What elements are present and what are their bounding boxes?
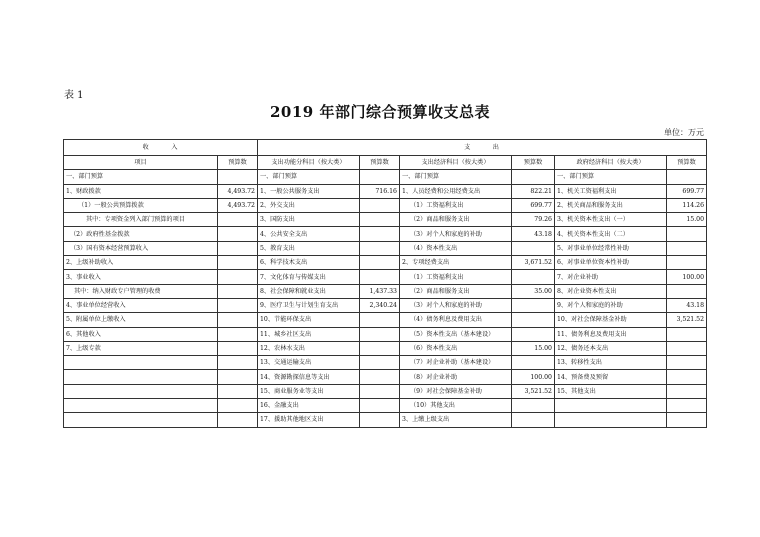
item-cell: 1、一般公共服务支出 <box>258 184 360 198</box>
item-cell: （5）资本性支出（基本建设） <box>400 327 512 341</box>
item-cell: 3、机关资本性支出（一） <box>555 213 667 227</box>
item-cell <box>555 399 667 413</box>
item-cell: 15、其他支出 <box>555 384 667 398</box>
expense-header: 支 出 <box>258 140 707 156</box>
item-cell: （1）工资福利支出 <box>400 198 512 212</box>
budget-cell <box>218 399 258 413</box>
item-cell: 其中：纳入财政专户管理的收费 <box>64 284 218 298</box>
item-cell: （6）资本性支出 <box>400 341 512 355</box>
header-row-2 <box>64 156 707 170</box>
budget-cell <box>360 370 400 384</box>
budget-cell <box>218 341 258 355</box>
budget-cell <box>667 413 707 427</box>
table-row <box>64 270 707 284</box>
budget-cell: 35.00 <box>512 284 555 298</box>
item-cell: 11、债务利息及费用支出 <box>555 327 667 341</box>
budget-cell: 3,521.52 <box>512 384 555 398</box>
budget-cell: 4,493.72 <box>218 198 258 212</box>
table-row <box>64 327 707 341</box>
table-row <box>64 399 707 413</box>
budget-cell: 699.77 <box>512 198 555 212</box>
col-gov-header: 政府经济科目（按大类） <box>555 156 667 170</box>
item-cell: 11、城乡社区支出 <box>258 327 360 341</box>
item-cell: （2）商品和服务支出 <box>400 213 512 227</box>
budget-cell <box>360 399 400 413</box>
budget-cell: 43.18 <box>512 227 555 241</box>
budget-cell: 15.00 <box>667 213 707 227</box>
item-cell <box>64 384 218 398</box>
col-budget-header: 预算数 <box>512 156 555 170</box>
item-cell: （3）对个人和家庭的补助 <box>400 298 512 312</box>
item-cell: 8、社会保障和就业支出 <box>258 284 360 298</box>
budget-cell <box>360 327 400 341</box>
item-cell: 6、其他收入 <box>64 327 218 341</box>
budget-cell <box>360 256 400 270</box>
budget-cell <box>218 313 258 327</box>
budget-cell <box>667 384 707 398</box>
budget-cell <box>218 256 258 270</box>
budget-cell <box>667 327 707 341</box>
budget-cell <box>667 227 707 241</box>
budget-cell <box>512 327 555 341</box>
col-budget-header: 预算数 <box>218 156 258 170</box>
budget-cell <box>512 313 555 327</box>
table-row <box>64 213 707 227</box>
budget-cell: 699.77 <box>667 184 707 198</box>
budget-cell <box>360 313 400 327</box>
budget-cell <box>218 327 258 341</box>
header-row-1 <box>64 140 707 156</box>
item-cell: 9、医疗卫生与计划生育支出 <box>258 298 360 312</box>
budget-cell: 15.00 <box>512 341 555 355</box>
table-row <box>64 413 707 427</box>
budget-cell <box>512 170 555 184</box>
budget-cell: 3,671.52 <box>512 256 555 270</box>
item-cell: 4、机关资本性支出（二） <box>555 227 667 241</box>
item-cell: （1）一般公共预算拨款 <box>64 198 218 212</box>
budget-cell: 2,340.24 <box>360 298 400 312</box>
budget-cell <box>667 241 707 255</box>
budget-cell <box>218 227 258 241</box>
item-cell: （4）债务利息及费用支出 <box>400 313 512 327</box>
table-row <box>64 241 707 255</box>
budget-cell <box>218 413 258 427</box>
budget-cell <box>667 341 707 355</box>
table-row <box>64 384 707 398</box>
item-cell <box>555 413 667 427</box>
table-row <box>64 356 707 370</box>
budget-cell <box>512 413 555 427</box>
unit-label: 单位：万元 <box>664 128 704 137</box>
col-item-header: 项目 <box>64 156 218 170</box>
budget-cell: 43.18 <box>667 298 707 312</box>
table-row <box>64 298 707 312</box>
table-row <box>64 284 707 298</box>
item-cell: 2、外交支出 <box>258 198 360 212</box>
budget-cell <box>360 341 400 355</box>
budget-cell <box>667 284 707 298</box>
col-budget-header: 预算数 <box>360 156 400 170</box>
budget-cell <box>360 227 400 241</box>
budget-cell <box>218 241 258 255</box>
budget-cell <box>360 356 400 370</box>
budget-cell <box>360 270 400 284</box>
page-title: 2019 年部门综合预算收支总表 <box>270 103 490 121</box>
budget-cell <box>218 298 258 312</box>
budget-table <box>63 139 707 428</box>
budget-cell: 4,493.72 <box>218 184 258 198</box>
item-cell: 一、部门预算 <box>258 170 360 184</box>
budget-cell: 822.21 <box>512 184 555 198</box>
item-cell: 一、部门预算 <box>64 170 218 184</box>
item-cell: （3）国有资本经营预算收入 <box>64 241 218 255</box>
col-econ-header: 支出经济科目（按大类） <box>400 156 512 170</box>
budget-cell: 100.00 <box>667 270 707 284</box>
budget-cell <box>218 270 258 284</box>
item-cell: 4、公共安全支出 <box>258 227 360 241</box>
item-cell: （4）资本性支出 <box>400 241 512 255</box>
budget-cell <box>218 370 258 384</box>
item-cell <box>64 356 218 370</box>
budget-cell <box>218 284 258 298</box>
item-cell: 7、对企业补助 <box>555 270 667 284</box>
item-cell: 一、部门预算 <box>555 170 667 184</box>
budget-cell <box>360 170 400 184</box>
item-cell: 1、人员经费和公用经费支出 <box>400 184 512 198</box>
table-row <box>64 184 707 198</box>
col-func-header: 支出功能分科目（按大类） <box>258 156 360 170</box>
item-cell: （7）对企业补助（基本建设） <box>400 356 512 370</box>
budget-cell <box>667 399 707 413</box>
item-cell: 12、农林水支出 <box>258 341 360 355</box>
item-cell: 17、援助其他地区支出 <box>258 413 360 427</box>
item-cell: 一、部门预算 <box>400 170 512 184</box>
item-cell: 1、财政拨款 <box>64 184 218 198</box>
col-budget-header: 预算数 <box>667 156 707 170</box>
item-cell: 8、对企业资本性支出 <box>555 284 667 298</box>
budget-cell <box>512 298 555 312</box>
item-cell: 5、附属单位上缴收入 <box>64 313 218 327</box>
item-cell: 5、对事业单位经常性补助 <box>555 241 667 255</box>
budget-cell: 100.00 <box>512 370 555 384</box>
budget-cell <box>360 213 400 227</box>
table-row <box>64 313 707 327</box>
budget-cell <box>360 413 400 427</box>
item-cell: （10）其他支出 <box>400 399 512 413</box>
item-cell: 10、对社会保障基金补助 <box>555 313 667 327</box>
item-cell: 6、科学技术支出 <box>258 256 360 270</box>
budget-cell <box>667 256 707 270</box>
item-cell: 13、转移性支出 <box>555 356 667 370</box>
budget-cell <box>360 241 400 255</box>
budget-cell: 114.26 <box>667 198 707 212</box>
budget-cell: 716.16 <box>360 184 400 198</box>
budget-cell: 1,437.33 <box>360 284 400 298</box>
item-cell: 14、预备费及预留 <box>555 370 667 384</box>
table-row <box>64 227 707 241</box>
budget-cell <box>218 170 258 184</box>
item-cell: 12、债务还本支出 <box>555 341 667 355</box>
budget-cell: 3,521.52 <box>667 313 707 327</box>
income-header: 收 入 <box>64 140 258 156</box>
table-row <box>64 198 707 212</box>
item-cell: （8）对企业补助 <box>400 370 512 384</box>
item-cell: 13、交通运输支出 <box>258 356 360 370</box>
item-cell: 2、机关商品和服务支出 <box>555 198 667 212</box>
item-cell: （3）对个人和家庭的补助 <box>400 227 512 241</box>
item-cell: 3、国防支出 <box>258 213 360 227</box>
budget-cell <box>218 213 258 227</box>
item-cell: 7、上级专款 <box>64 341 218 355</box>
budget-cell <box>360 384 400 398</box>
item-cell: 4、事业单位经营收入 <box>64 298 218 312</box>
budget-cell <box>667 356 707 370</box>
budget-cell <box>512 356 555 370</box>
budget-cell <box>360 198 400 212</box>
budget-cell <box>667 370 707 384</box>
item-cell: 5、教育支出 <box>258 241 360 255</box>
table-row <box>64 170 707 184</box>
item-cell <box>64 399 218 413</box>
item-cell: 3、上缴上级支出 <box>400 413 512 427</box>
item-cell <box>64 413 218 427</box>
budget-cell <box>512 270 555 284</box>
budget-cell <box>218 356 258 370</box>
budget-cell <box>512 399 555 413</box>
item-cell: 14、资源勘探信息等支出 <box>258 370 360 384</box>
item-cell: （1）工资福利支出 <box>400 270 512 284</box>
item-cell: 3、事业收入 <box>64 270 218 284</box>
item-cell: 7、文化体育与传媒支出 <box>258 270 360 284</box>
item-cell: 15、商业服务业等支出 <box>258 384 360 398</box>
item-cell: 9、对个人和家庭的补助 <box>555 298 667 312</box>
item-cell: 2、上级补助收入 <box>64 256 218 270</box>
item-cell: 1、机关工资福利支出 <box>555 184 667 198</box>
item-cell: （2）政府性基金拨款 <box>64 227 218 241</box>
item-cell: 其中：专项资金列入部门预算的项目 <box>64 213 218 227</box>
table-row <box>64 370 707 384</box>
item-cell: （9）对社会保障基金补助 <box>400 384 512 398</box>
budget-cell <box>512 241 555 255</box>
table-row <box>64 341 707 355</box>
item-cell: 6、对事业单位资本性补助 <box>555 256 667 270</box>
budget-cell: 79.26 <box>512 213 555 227</box>
item-cell: 10、节能环保支出 <box>258 313 360 327</box>
item-cell: 16、金融支出 <box>258 399 360 413</box>
item-cell: （2）商品和服务支出 <box>400 284 512 298</box>
budget-cell <box>218 384 258 398</box>
item-cell: 2、专项经费支出 <box>400 256 512 270</box>
table-number: 表 1 <box>64 90 84 101</box>
budget-cell <box>667 170 707 184</box>
table-row <box>64 256 707 270</box>
item-cell <box>64 370 218 384</box>
